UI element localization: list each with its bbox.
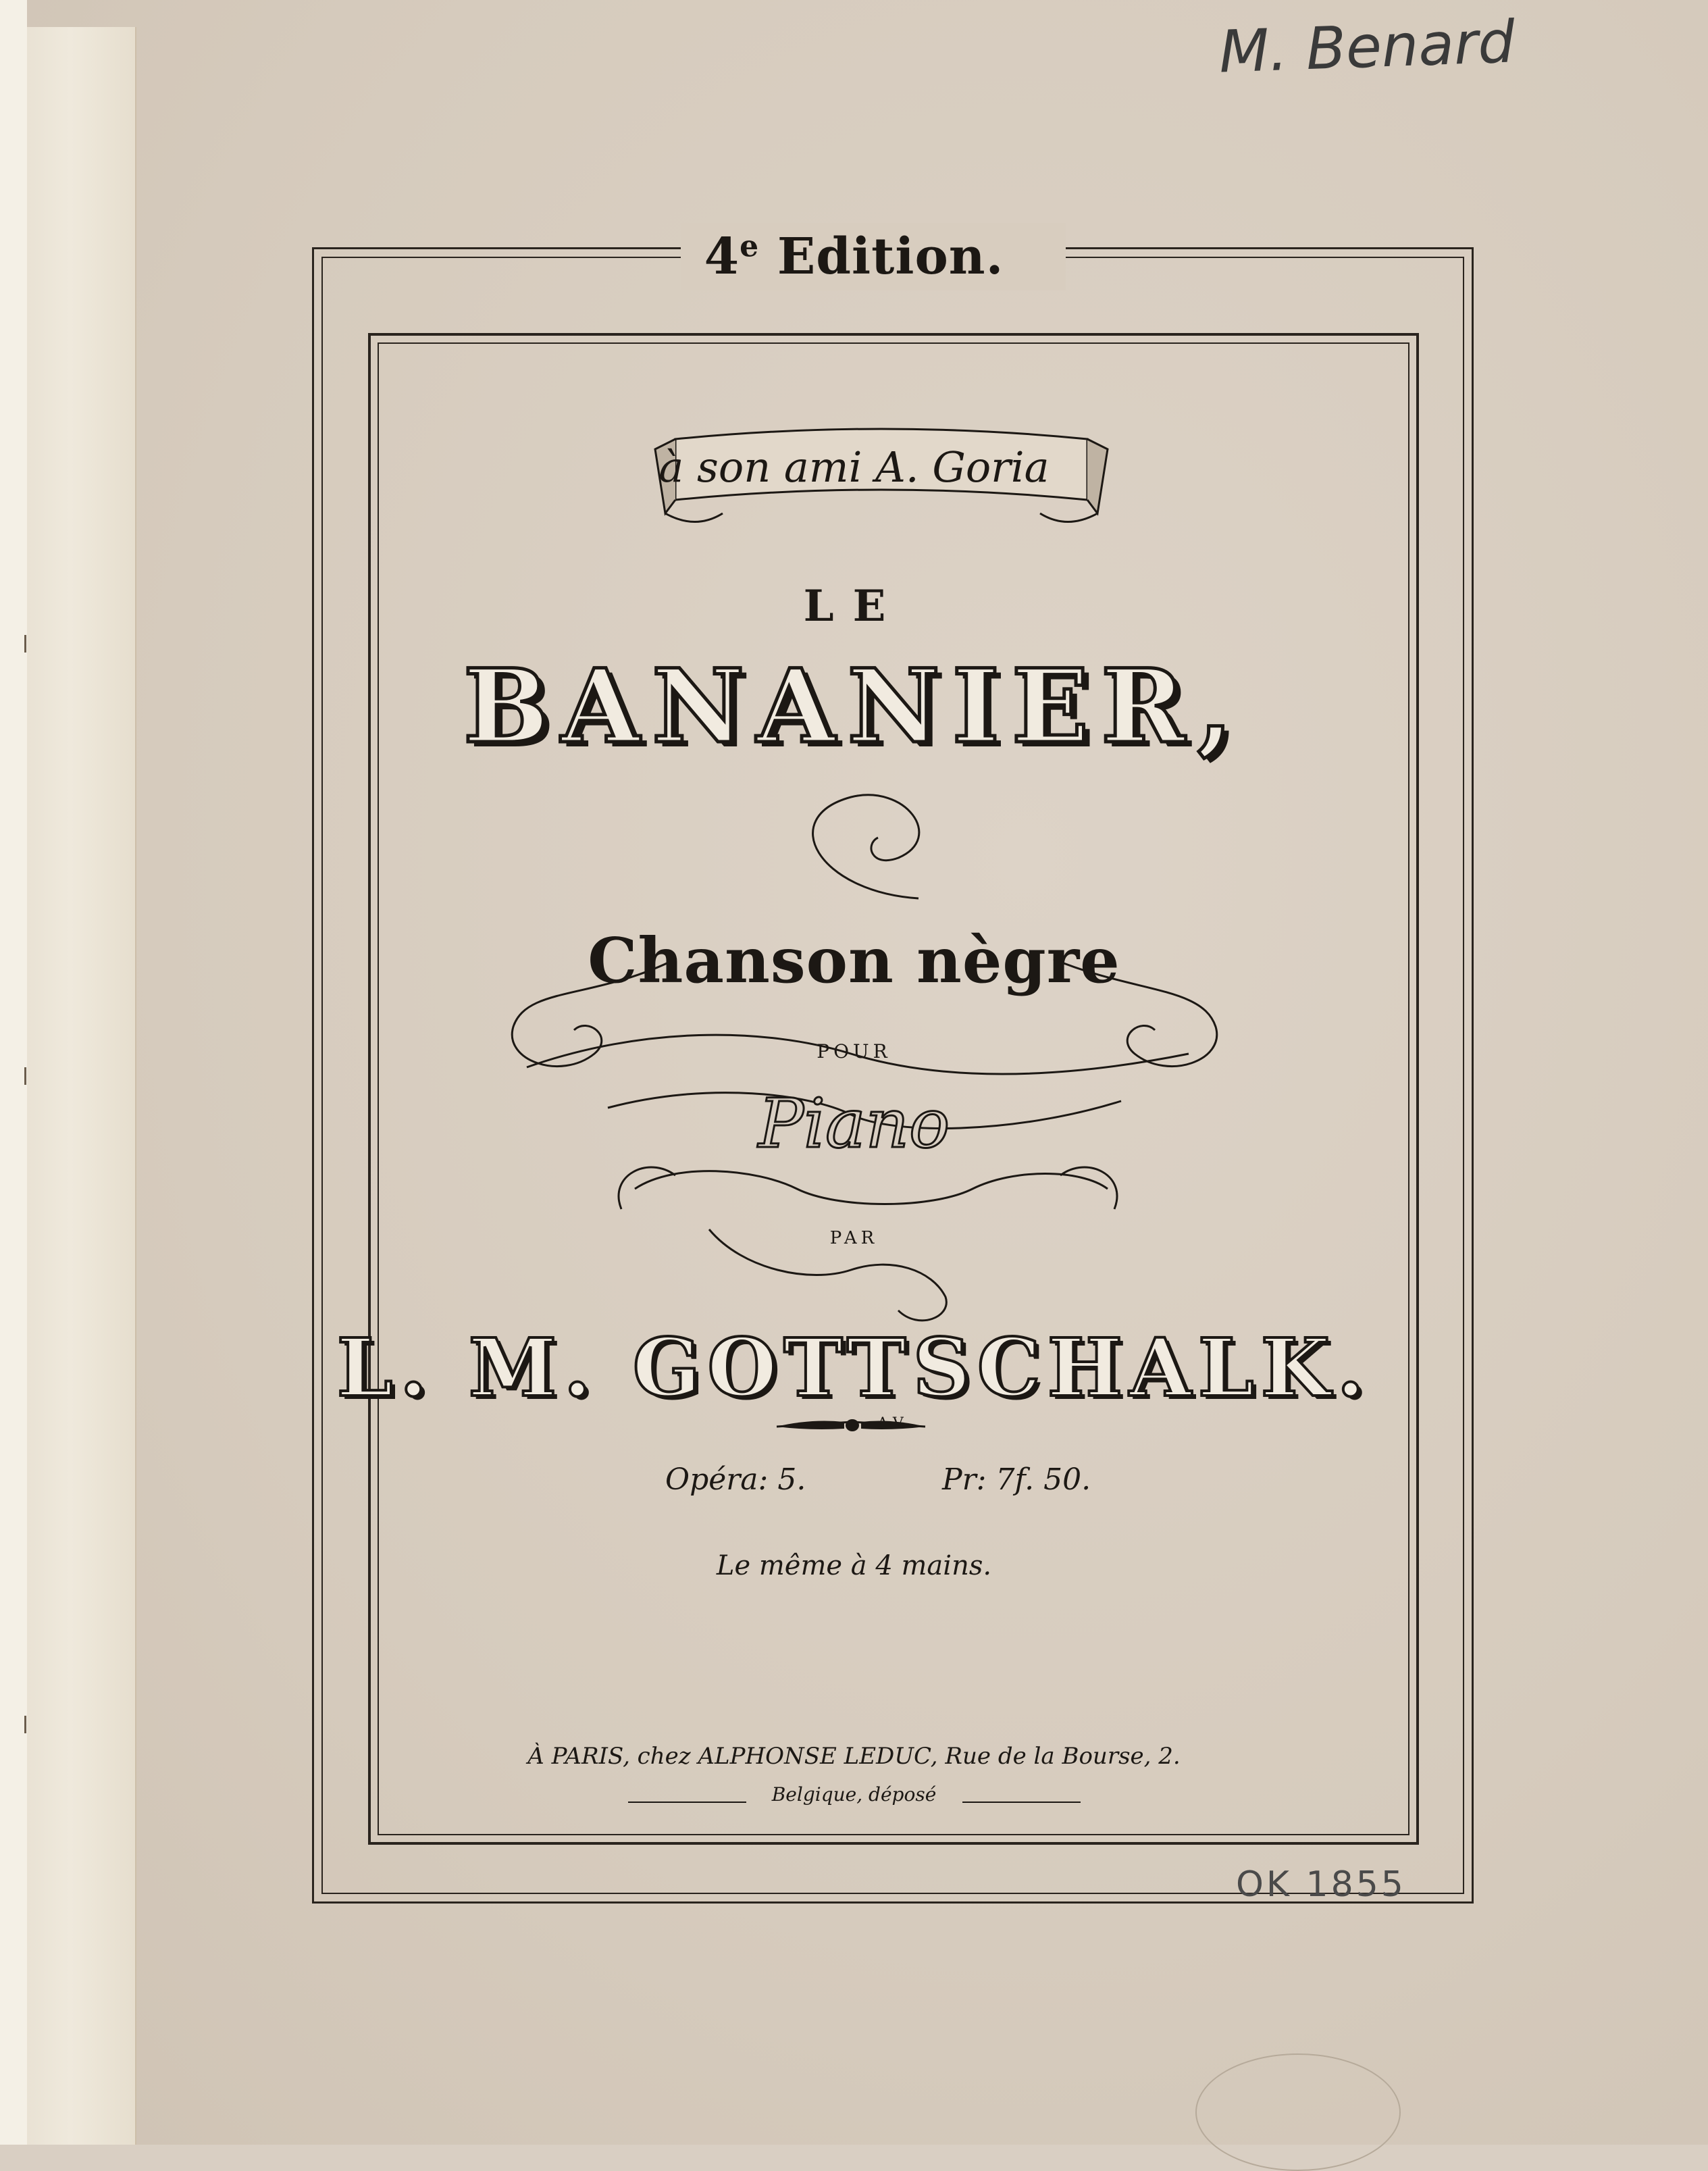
engraver-initials: A.V.: [877, 1415, 906, 1432]
deposit-note: Belgique, déposé: [771, 1783, 937, 1806]
opus-number: Opéra: 5.: [665, 1462, 806, 1497]
publisher-address: À PARIS, chez ALPHONSE LEDUC, Rue de la Bourse, 2.: [527, 1743, 1181, 1770]
faint-stamp: [1195, 2053, 1401, 2171]
instrument: Piano: [758, 1084, 950, 1163]
dedication: à son ami A. Goria: [658, 442, 1050, 492]
par-label: PAR: [829, 1228, 879, 1248]
catalog-annotation: OK 1855: [1236, 1864, 1406, 1905]
four-hands-note: Le même à 4 mains.: [716, 1550, 992, 1581]
edition-label: 4e Edition.: [704, 228, 1004, 286]
handwritten-signature: M. Benard: [1218, 8, 1516, 86]
pour-label: POUR: [817, 1040, 891, 1063]
composer: L. M. GOTTSCHALK.: [336, 1321, 1372, 1414]
subtitle: Chanson nègre: [588, 924, 1120, 997]
title-main: BANANIER,: [463, 647, 1245, 766]
title-article: LE: [803, 581, 905, 632]
price: Pr: 7f. 50.: [942, 1462, 1091, 1497]
